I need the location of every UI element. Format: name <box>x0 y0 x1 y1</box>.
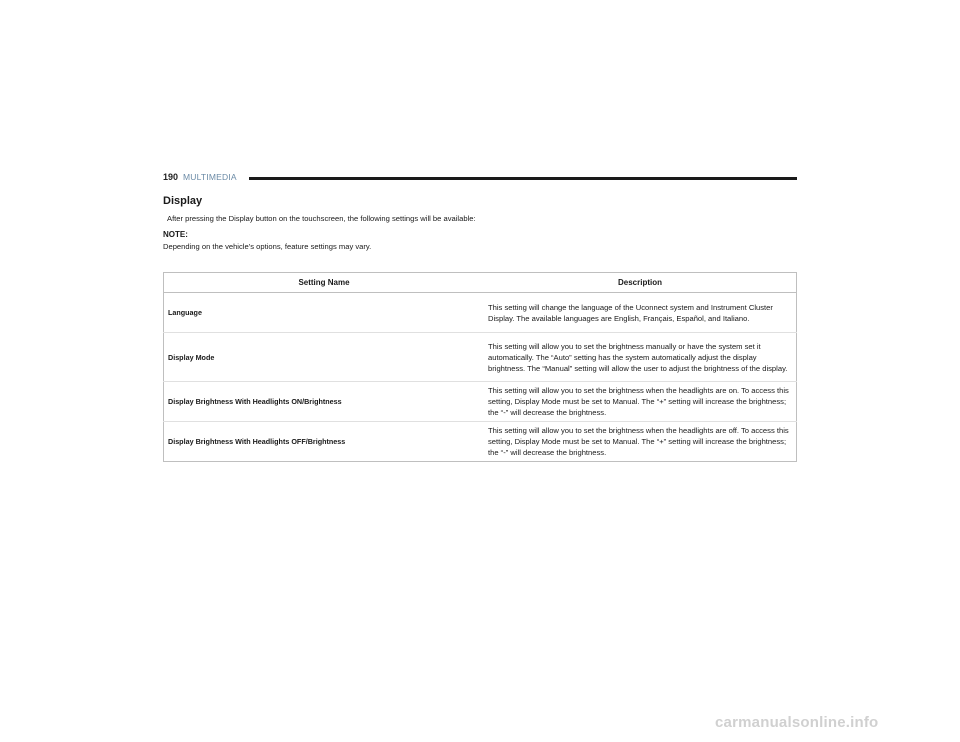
header-rule <box>249 177 797 180</box>
setting-name: Language <box>164 293 485 333</box>
table-row <box>164 382 797 422</box>
section-name: MULTIMEDIA <box>183 172 237 182</box>
setting-description: This setting will allow you to set the brightness when the headlights are off. To access this setting, Display Mode must be set to Manual. The “+” setting will increase the brightness; the “-” will decrease the brightness. <box>488 426 789 457</box>
table-header-row <box>164 273 797 293</box>
setting-name: Display Brightness With Headlights OFF/Brightness <box>168 437 346 446</box>
setting-description: This setting will allow you to set the brightness manually or have the system set it automatically. The “Auto” setting has the system automatically adjust the display brightness. The “Manual” setting will allow the user to adjust the brightness of the display. <box>484 333 797 382</box>
page-number: 190 <box>163 172 179 182</box>
column-header-setting-name: Setting Name <box>164 273 485 293</box>
note-text: Depending on the vehicle’s options, feature settings may vary. <box>163 242 372 251</box>
setting-description: This setting will allow you to set the brightness when the headlights are on. To access this setting, Display Mode must be set to Manual. The “+” setting will increase the brightness; the “-” will decrease the brightness. <box>484 382 797 422</box>
note-label: NOTE: <box>163 230 188 239</box>
watermark: carmanualsonline.info <box>715 714 879 731</box>
column-header-description: Description <box>484 273 797 293</box>
setting-name: Display Brightness With Headlights ON/Brightness <box>164 382 485 422</box>
setting-description: This setting will change the language of the Uconnect system and Instrument Cluster Display. The available languages are English, Français, Español, and Italiano. <box>484 293 797 333</box>
intro-text: After pressing the Display button on the touchscreen, the following settings will be available: <box>167 214 476 223</box>
section-title: Display <box>163 195 203 207</box>
table-row <box>164 422 797 462</box>
settings-table <box>163 272 797 462</box>
setting-name: Display Mode <box>164 333 485 382</box>
table-row <box>164 333 797 382</box>
page-header <box>163 172 797 186</box>
table-row <box>164 293 797 333</box>
